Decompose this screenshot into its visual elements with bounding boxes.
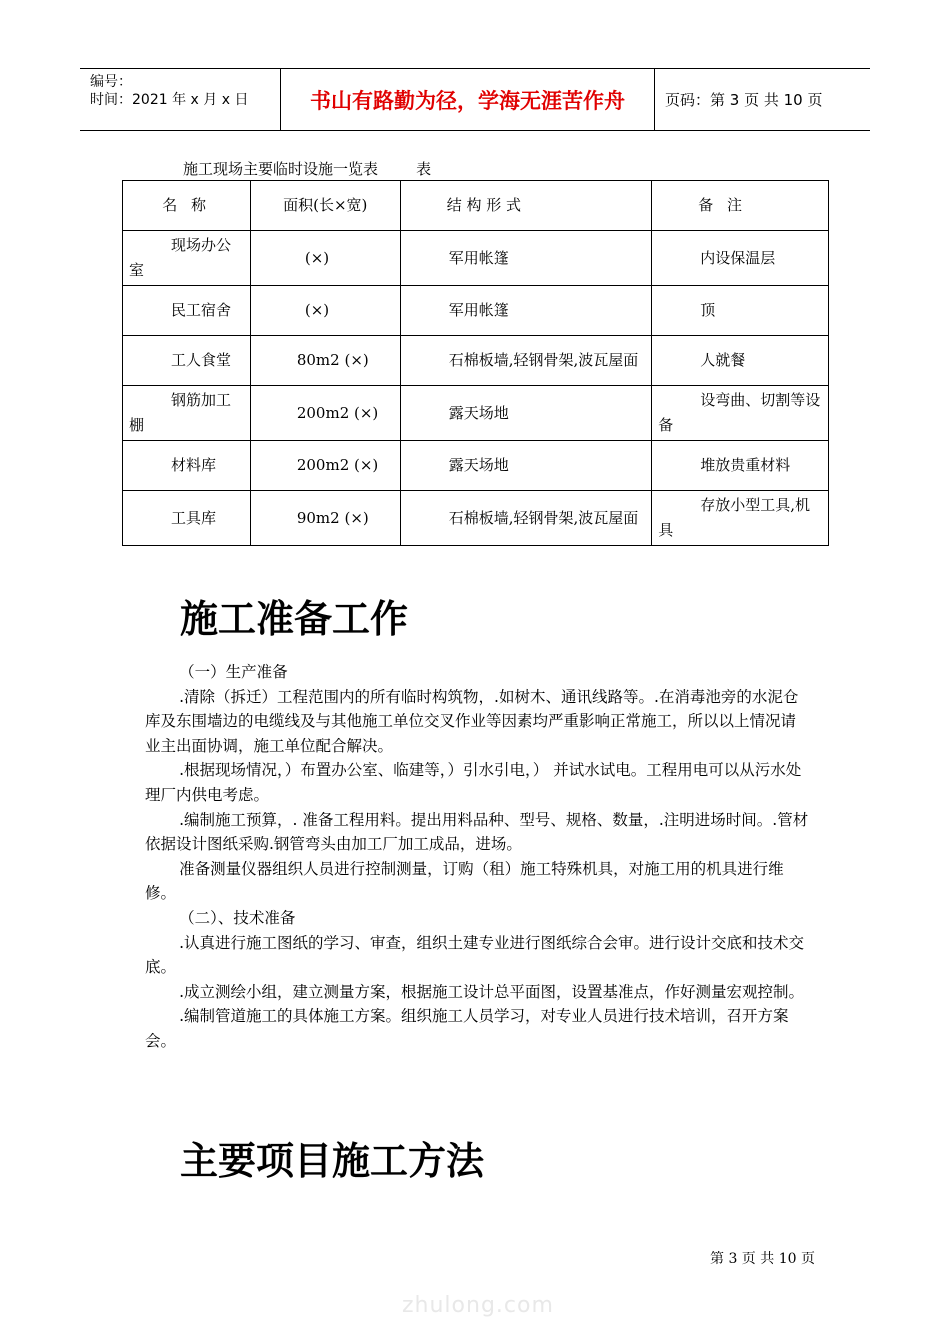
table-header-cell: 名 称 [123, 181, 251, 231]
table-cell: 露天场地 [400, 441, 652, 491]
table-cell: 民工宿舍 [123, 286, 251, 336]
table-cell: 堆放贵重材料 [652, 441, 829, 491]
table-row [123, 491, 829, 546]
paragraph: .根据现场情况，）布置办公室、临建等，）引水引电，） 并试水试电。工程用电可以从污水处理厂内供电考虑。 [145, 761, 802, 804]
paragraph: .认真进行施工图纸的学习、审查，组织土建专业进行图纸综合会审。进行设计交底和技术交底。 [145, 933, 805, 977]
table-cell: 露天场地 [400, 386, 652, 441]
table-header-cell: 面积(长×宽) [250, 181, 400, 231]
table-cell: 钢筋加工棚 [123, 386, 251, 441]
table-caption: 施工现场主要临时设施一览表 表 [183, 160, 432, 178]
paragraph: .成立测绘小组，建立测量方案，根据施工设计总平面图，设置基准点，作好测量宏观控制。 [179, 982, 805, 1001]
paragraph: .编制施工预算，. 准备工程用料。提出用料品种、型号、规格、数量，.注明进场时间。.管材依据设计图纸采购.钢管弯头由加工厂加工成品，进场。 [145, 810, 809, 854]
table-row [123, 286, 829, 336]
table-cell: 军用帐篷 [400, 286, 652, 336]
page-header [80, 68, 870, 131]
table-cell: 200m2 (×) [250, 386, 400, 441]
table-cell: 军用帐篷 [400, 231, 652, 286]
table-cell: 石棉板墙,轻钢骨架,波瓦屋面 [400, 336, 652, 386]
preparation-body [145, 660, 810, 1054]
table-cell: 石棉板墙,轻钢骨架,波瓦屋面 [400, 491, 652, 546]
table-header-row [123, 181, 829, 231]
paragraph: .清除（拆迁）工程范围内的所有临时构筑物，.如树木、通讯线路等。.在消毒池旁的水泥仓库及东围墙边的电缆线及与其他施工单位交叉作业等因素均严重影响正常施工，所以以上情况请业主出面协调，施工单位配合解决。 [145, 687, 799, 755]
table-cell: (×) [250, 231, 400, 286]
table-cell: 设弯曲、切割等设备 [652, 386, 829, 441]
section-title-methods: 主要项目施工方法 [180, 1139, 485, 1183]
facilities-table [122, 180, 829, 546]
table-cell: (×) [250, 286, 400, 336]
header-page-info: 页码：第 3 页 共 10 页 [665, 91, 823, 109]
header-meta [80, 69, 281, 130]
watermark-logo: zhulong.com [402, 1293, 554, 1318]
table-header-cell: 结 构 形 式 [400, 181, 652, 231]
page-footer: 第 3 页 共 10 页 [710, 1251, 815, 1267]
table-cell: 工人食堂 [123, 336, 251, 386]
table-cell: 80m2 (×) [250, 336, 400, 386]
subsection-heading: （一）生产准备 [179, 663, 288, 681]
table-cell: 顶 [652, 286, 829, 336]
paragraph: .编制管道施工的具体施工方案。组织施工人员学习，对专业人员进行技术培训，召开方案会。 [145, 1007, 789, 1050]
table-row [123, 386, 829, 441]
table-cell: 内设保温层 [652, 231, 829, 286]
table-cell: 现场办公室 [123, 231, 251, 286]
table-cell: 材料库 [123, 441, 251, 491]
table-cell: 人就餐 [652, 336, 829, 386]
table-header-cell: 备 注 [652, 181, 829, 231]
doc-number-label: 编号： [90, 74, 132, 90]
table-cell: 工具库 [123, 491, 251, 546]
table-row [123, 231, 829, 286]
table-cell: 存放小型工具,机具 [652, 491, 829, 546]
paragraph: 准备测量仪器组织人员进行控制测量，订购（租）施工特殊机具，对施工用的机具进行维修。 [145, 859, 784, 903]
table-cell: 200m2 (×) [250, 441, 400, 491]
doc-time-label: 时间：2021 年 x 月 x 日 [90, 92, 249, 108]
section-title-preparation: 施工准备工作 [180, 597, 409, 641]
table-row [123, 336, 829, 386]
subsection-heading: （二）、技术准备 [179, 908, 296, 927]
table-cell: 90m2 (×) [250, 491, 400, 546]
table-row [123, 441, 829, 491]
header-motto: 书山有路勤为径，学海无涯苦作舟 [281, 69, 655, 130]
